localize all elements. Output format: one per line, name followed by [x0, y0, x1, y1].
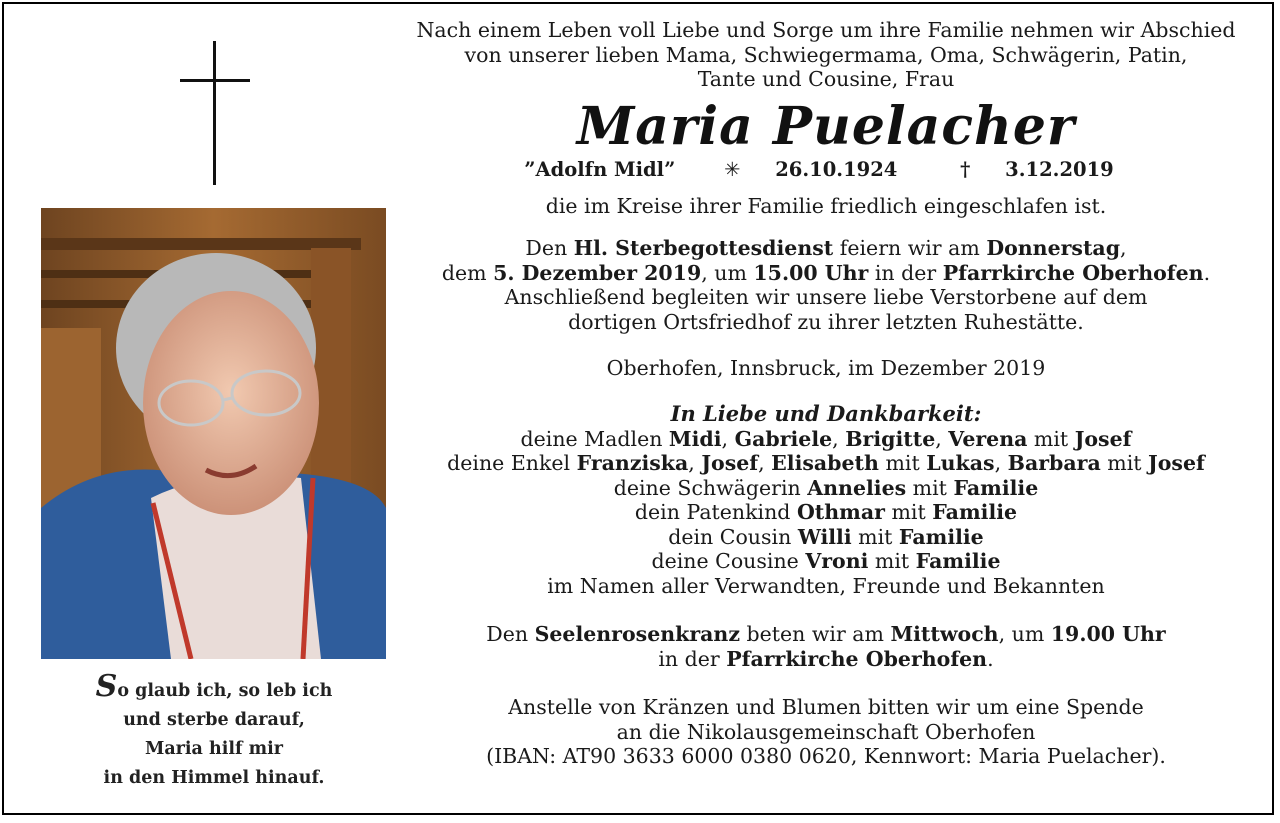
family-line: deine Enkel Franziska, Josef, Elisabeth mit Lukas, Barbara mit Josef [447, 451, 1205, 475]
life-dates [396, 158, 1256, 182]
peaceful-line: die im Kreise ihrer Familie friedlich eingeschlafen ist. [545, 193, 1107, 218]
love-heading: In Liebe und Dankbarkeit: [670, 400, 982, 426]
family-line: deine Madlen Midi, Gabriele, Brigitte, Verena mit Josef [520, 426, 1132, 451]
intro-text: Nach einem Leben voll Liebe und Sorge um ihre Familie nehmen wir Abschied von unserer lieben Mama, Schwiegermama, Oma, Schwägerin, Patin, Tante und Cousine, Frau [416, 18, 1236, 91]
deceased-name: Maria Puelacher [576, 95, 1076, 157]
cross-icon [180, 41, 250, 185]
verse-dropcap: S [95, 669, 118, 704]
funeral-service: Den Hl. Sterbegottesdienst feiern wir am Donnerstag, dem 5. Dezember 2019, um 15.00 Uhr in der Pfarrkirche Oberhofen. Anschließend begleiten wir unsere liebe Verstorbene auf dem dortigen Ortsfriedhof zu ihrer letzten Ruhestätte. [441, 236, 1211, 334]
memorial-verse: So glaub ich, so leb ich und sterbe darauf, Maria hilf mir in den Himmel hinauf. [95, 669, 333, 788]
rosary-info: Den Seelenrosenkranz beten wir am Mittwoch, um 19.00 Uhr in der Pfarrkirche Oberhofen. [486, 622, 1166, 671]
family-line: deine Cousine Vroni mit Familie [651, 549, 1001, 573]
place-date: Oberhofen, Innsbruck, im Dezember 2019 [606, 356, 1046, 380]
birth-date: ✳ 26.10.1924 [724, 157, 898, 181]
family-line: dein Cousin Willi mit Familie [668, 524, 984, 549]
notice-text [396, 18, 1256, 769]
nickname: ”Adolfn Midl” [524, 157, 676, 181]
death-date: † 3.12.2019 [960, 157, 1114, 181]
family-line: im Namen aller Verwandten, Freunde und Bekannten [547, 573, 1105, 598]
family-line: deine Schwägerin Annelies mit Familie [613, 475, 1039, 500]
portrait-photo [41, 208, 386, 659]
death-cross-icon: † [960, 157, 971, 181]
obituary-notice [2, 2, 1274, 815]
family-line: dein Patenkind Othmar mit Familie [634, 500, 1018, 524]
donation-info: Anstelle von Kränzen und Blumen bitten wir um eine Spende an die Nikolausgemeinschaft Oberhofen (IBAN: AT90 3633 6000 0380 0620, Kennwort: Maria Puelacher). [486, 695, 1166, 768]
family-list [396, 427, 1256, 599]
birth-star-icon: ✳ [724, 157, 741, 181]
